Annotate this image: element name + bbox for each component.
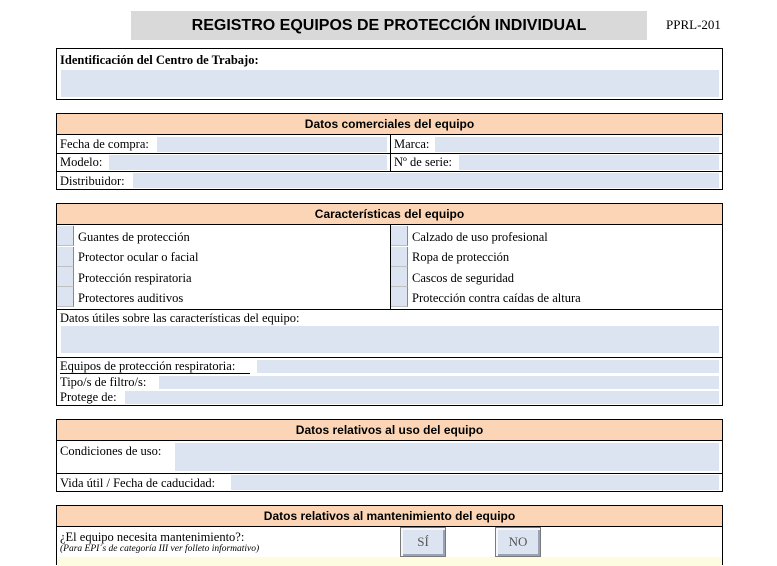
comerciales-header xyxy=(57,114,722,135)
modelo-input[interactable] xyxy=(109,155,387,170)
yes-button-label: SÍ xyxy=(417,534,429,549)
mantenimiento-title: Datos relativos al mantenimiento del equipo xyxy=(263,509,516,523)
item-cascos: Cascos de seguridad xyxy=(412,271,515,285)
checkbox-cascos[interactable] xyxy=(391,267,408,287)
protege-label: Protege de: xyxy=(60,390,117,404)
form-title: REGISTRO EQUIPOS DE PROTECCIÓN INDIVIDUAL xyxy=(191,16,587,34)
checkbox-calzado[interactable] xyxy=(391,226,408,246)
mantenimiento-bottom-strip xyxy=(57,557,722,566)
protege-input[interactable] xyxy=(125,391,719,404)
checkbox-guantes[interactable] xyxy=(57,226,74,246)
condiciones-label: Condiciones de uso: xyxy=(60,444,162,458)
fecha-compra-input[interactable] xyxy=(157,137,387,152)
item-ropa: Ropa de protección xyxy=(412,250,510,264)
centro-input[interactable] xyxy=(61,70,719,97)
no-button[interactable] xyxy=(495,527,541,557)
distribuidor-input[interactable] xyxy=(133,173,719,188)
item-protector-ocular: Protector ocular o facial xyxy=(78,250,199,264)
datos-utiles-label: Datos útiles sobre las características del equipo: xyxy=(60,311,300,325)
caracteristicas-title: Características del equipo xyxy=(314,207,465,221)
mantenimiento-section xyxy=(56,505,723,565)
uso-section xyxy=(56,419,723,492)
marca-label: Marca: xyxy=(394,137,430,151)
checkbox-caidas[interactable] xyxy=(391,287,408,307)
no-button-label: NO xyxy=(508,534,528,549)
yes-button[interactable] xyxy=(400,527,446,557)
item-respiratoria: Protección respiratoria xyxy=(78,271,192,285)
checkbox-respiratoria[interactable] xyxy=(57,267,74,287)
resp-label: Equipos de protección respiratoria: xyxy=(60,359,236,373)
column-divider xyxy=(390,135,391,171)
item-caidas: Protección contra caídas de altura xyxy=(412,291,581,305)
vida-util-input[interactable] xyxy=(231,475,719,490)
serie-label: Nº de serie: xyxy=(394,155,453,169)
filtro-label: Tipo/s de filtro/s: xyxy=(60,375,147,389)
centro-label: Identificación del Centro de Trabajo: xyxy=(60,53,259,67)
serie-input[interactable] xyxy=(459,155,719,170)
centro-section xyxy=(56,48,723,100)
distribuidor-label: Distribuidor: xyxy=(60,174,125,188)
comerciales-section xyxy=(56,113,723,190)
mantenimiento-header xyxy=(57,506,722,527)
form-code: PPRL-201 xyxy=(666,17,721,32)
item-auditivos: Protectores auditivos xyxy=(78,291,184,305)
condiciones-input[interactable] xyxy=(175,443,719,471)
item-calzado: Calzado de uso profesional xyxy=(412,230,548,244)
datos-utiles-input[interactable] xyxy=(61,326,719,353)
mantenimiento-note: (Para EPI´s de categoría III ver folleto informativo) xyxy=(60,544,260,554)
fecha-compra-label: Fecha de compra: xyxy=(60,137,149,151)
vida-util-label: Vida útil / Fecha de caducidad: xyxy=(60,476,216,490)
checkbox-protector-ocular[interactable] xyxy=(57,247,74,267)
modelo-label: Modelo: xyxy=(60,155,103,169)
resp-input[interactable] xyxy=(257,360,719,373)
mantenimiento-question: ¿El equipo necesita mantenimiento?: xyxy=(60,530,245,544)
caracteristicas-header xyxy=(57,204,722,225)
uso-title: Datos relativos al uso del equipo xyxy=(295,423,484,437)
row-divider xyxy=(57,473,722,474)
marca-input[interactable] xyxy=(435,137,719,152)
filtro-input[interactable] xyxy=(159,376,719,389)
row-divider xyxy=(57,171,722,172)
checkbox-auditivos[interactable] xyxy=(57,287,74,307)
comerciales-title: Datos comerciales del equipo xyxy=(304,117,475,131)
item-guantes: Guantes de protección xyxy=(78,230,190,244)
form-title-bar xyxy=(131,11,647,40)
checkbox-ropa[interactable] xyxy=(391,247,408,267)
caracteristicas-section xyxy=(56,203,723,406)
uso-header xyxy=(57,420,722,441)
